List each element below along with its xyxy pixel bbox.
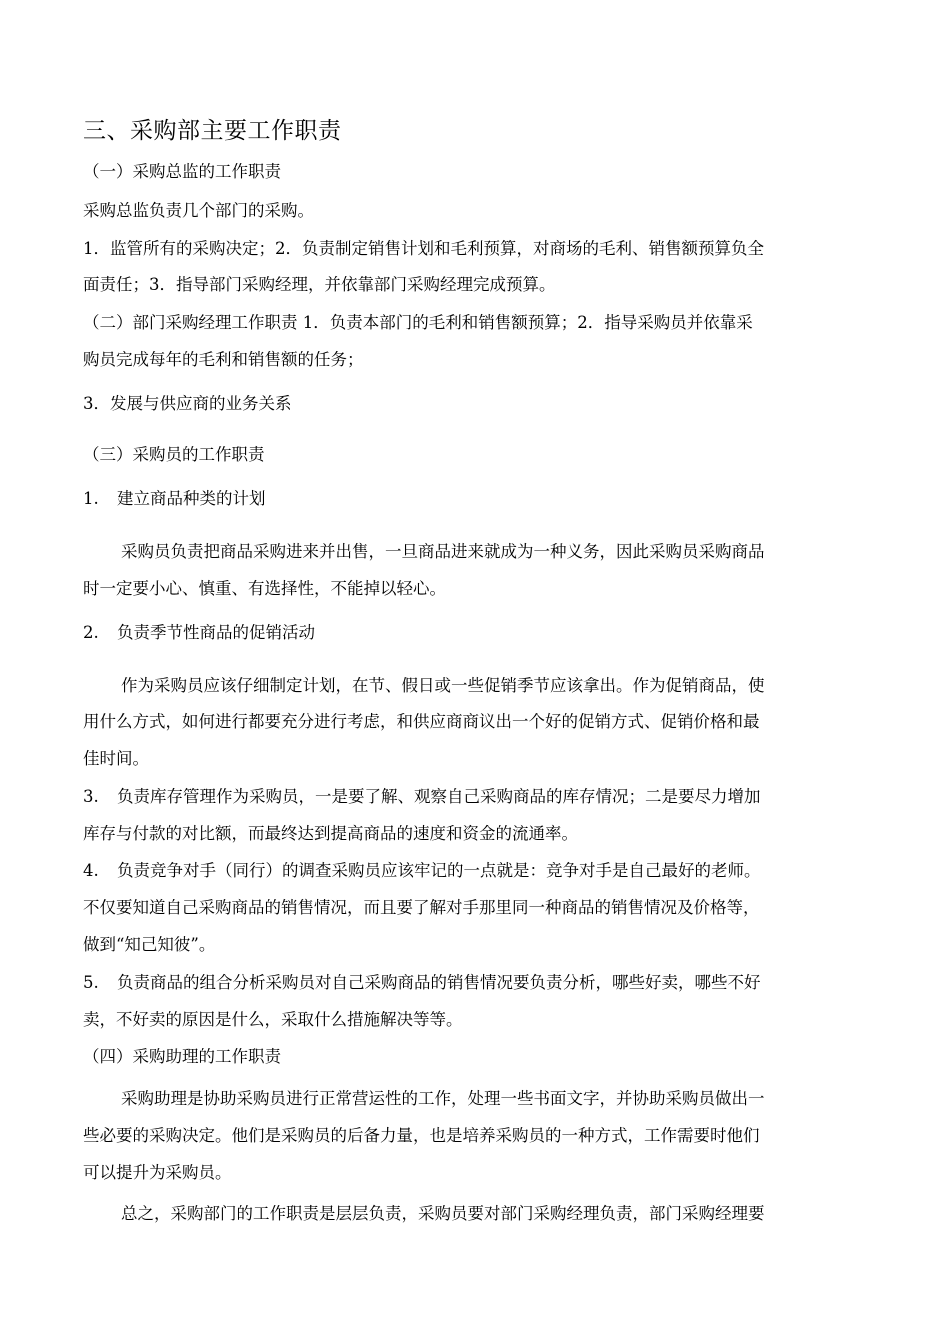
subsection-title: （四）采购助理的工作职责 [83,1047,281,1066]
paragraph-line: 做到“知己知彼”。 [83,935,216,954]
list-number: 2. [83,623,99,642]
list-item-text: 负责竞争对手（同行）的调查采购员应该牢记的一点就是：竞争对手是自己最好的老师。 [117,861,761,880]
paragraph-line: 用什么方式，如何进行都要充分进行考虑，和供应商商议出一个好的促销方式、促销价格和最 [83,712,760,731]
list-item-text: 负责商品的组合分析采购员对自己采购商品的销售情况要负责分析，哪些好卖，哪些不好 [117,973,761,992]
paragraph-line: 总之，采购部门的工作职责是层层负责，采购员要对部门采购经理负责，部门采购经理要 [121,1204,765,1223]
paragraph-line: 采购助理是协助采购员进行正常营运性的工作，处理一些书面文字，并协助采购员做出一 [121,1089,765,1108]
paragraph-line: 些必要的采购决定。他们是采购员的后备力量，也是培养采购员的一种方式，工作需要时他们 [83,1126,760,1145]
list-number: 1. [83,489,99,508]
subsection-title: （三）采购员的工作职责 [83,445,265,464]
list-item [83,778,761,815]
subsection-title: （一）采购总监的工作职责 [83,162,281,181]
paragraph-line: 佳时间。 [83,749,149,768]
list-item [83,852,761,889]
list-item-title: 建立商品种类的计划 [117,489,266,508]
paragraph-line: 卖，不好卖的原因是什么，采取什么措施解决等等。 [83,1010,463,1029]
list-number: 5. [83,973,99,992]
paragraph-line: 作为采购员应该仔细制定计划，在节、假日或一些促销季节应该拿出。作为促销商品，使 [121,676,765,695]
list-item [83,614,315,651]
paragraph-line: 面责任；3．指导部门采购经理，并依靠部门采购经理完成预算。 [83,275,556,294]
paragraph-line: 采购总监负责几个部门的采购。 [83,201,314,220]
list-item-title: 负责季节性商品的促销活动 [117,623,315,642]
list-number: 3. [83,787,99,806]
list-number: 4. [83,861,99,880]
paragraph-line: 时一定要小心、慎重、有选择性，不能掉以轻心。 [83,579,446,598]
paragraph-line: 库存与付款的对比额，而最终达到提高商品的速度和资金的流通率。 [83,824,578,843]
list-item [83,964,761,1001]
list-item-text: 负责库存管理作为采购员，一是要了解、观察自己采购商品的库存情况；二是要尽力增加 [117,787,761,806]
paragraph-line: 购员完成每年的毛利和销售额的任务； [83,350,364,369]
paragraph-line: 采购员负责把商品采购进来并出售，一旦商品进来就成为一种义务，因此采购员采购商品 [121,542,765,561]
paragraph-line: 可以提升为采购员。 [83,1163,232,1182]
section-heading: 三、采购部主要工作职责 [83,118,342,144]
paragraph-line: （二）部门采购经理工作职责 1．负责本部门的毛利和销售额预算；2．指导采购员并依靠采 [83,313,753,332]
paragraph-line: 不仅要知道自己采购商品的销售情况，而且要了解对手那里同一种商品的销售情况及价格等， [83,898,760,917]
paragraph-line: 1．监管所有的采购决定；2．负责制定销售计划和毛利预算，对商场的毛利、销售额预算负全 [83,239,764,258]
paragraph-line: 3．发展与供应商的业务关系 [83,394,292,413]
list-item [83,480,266,517]
